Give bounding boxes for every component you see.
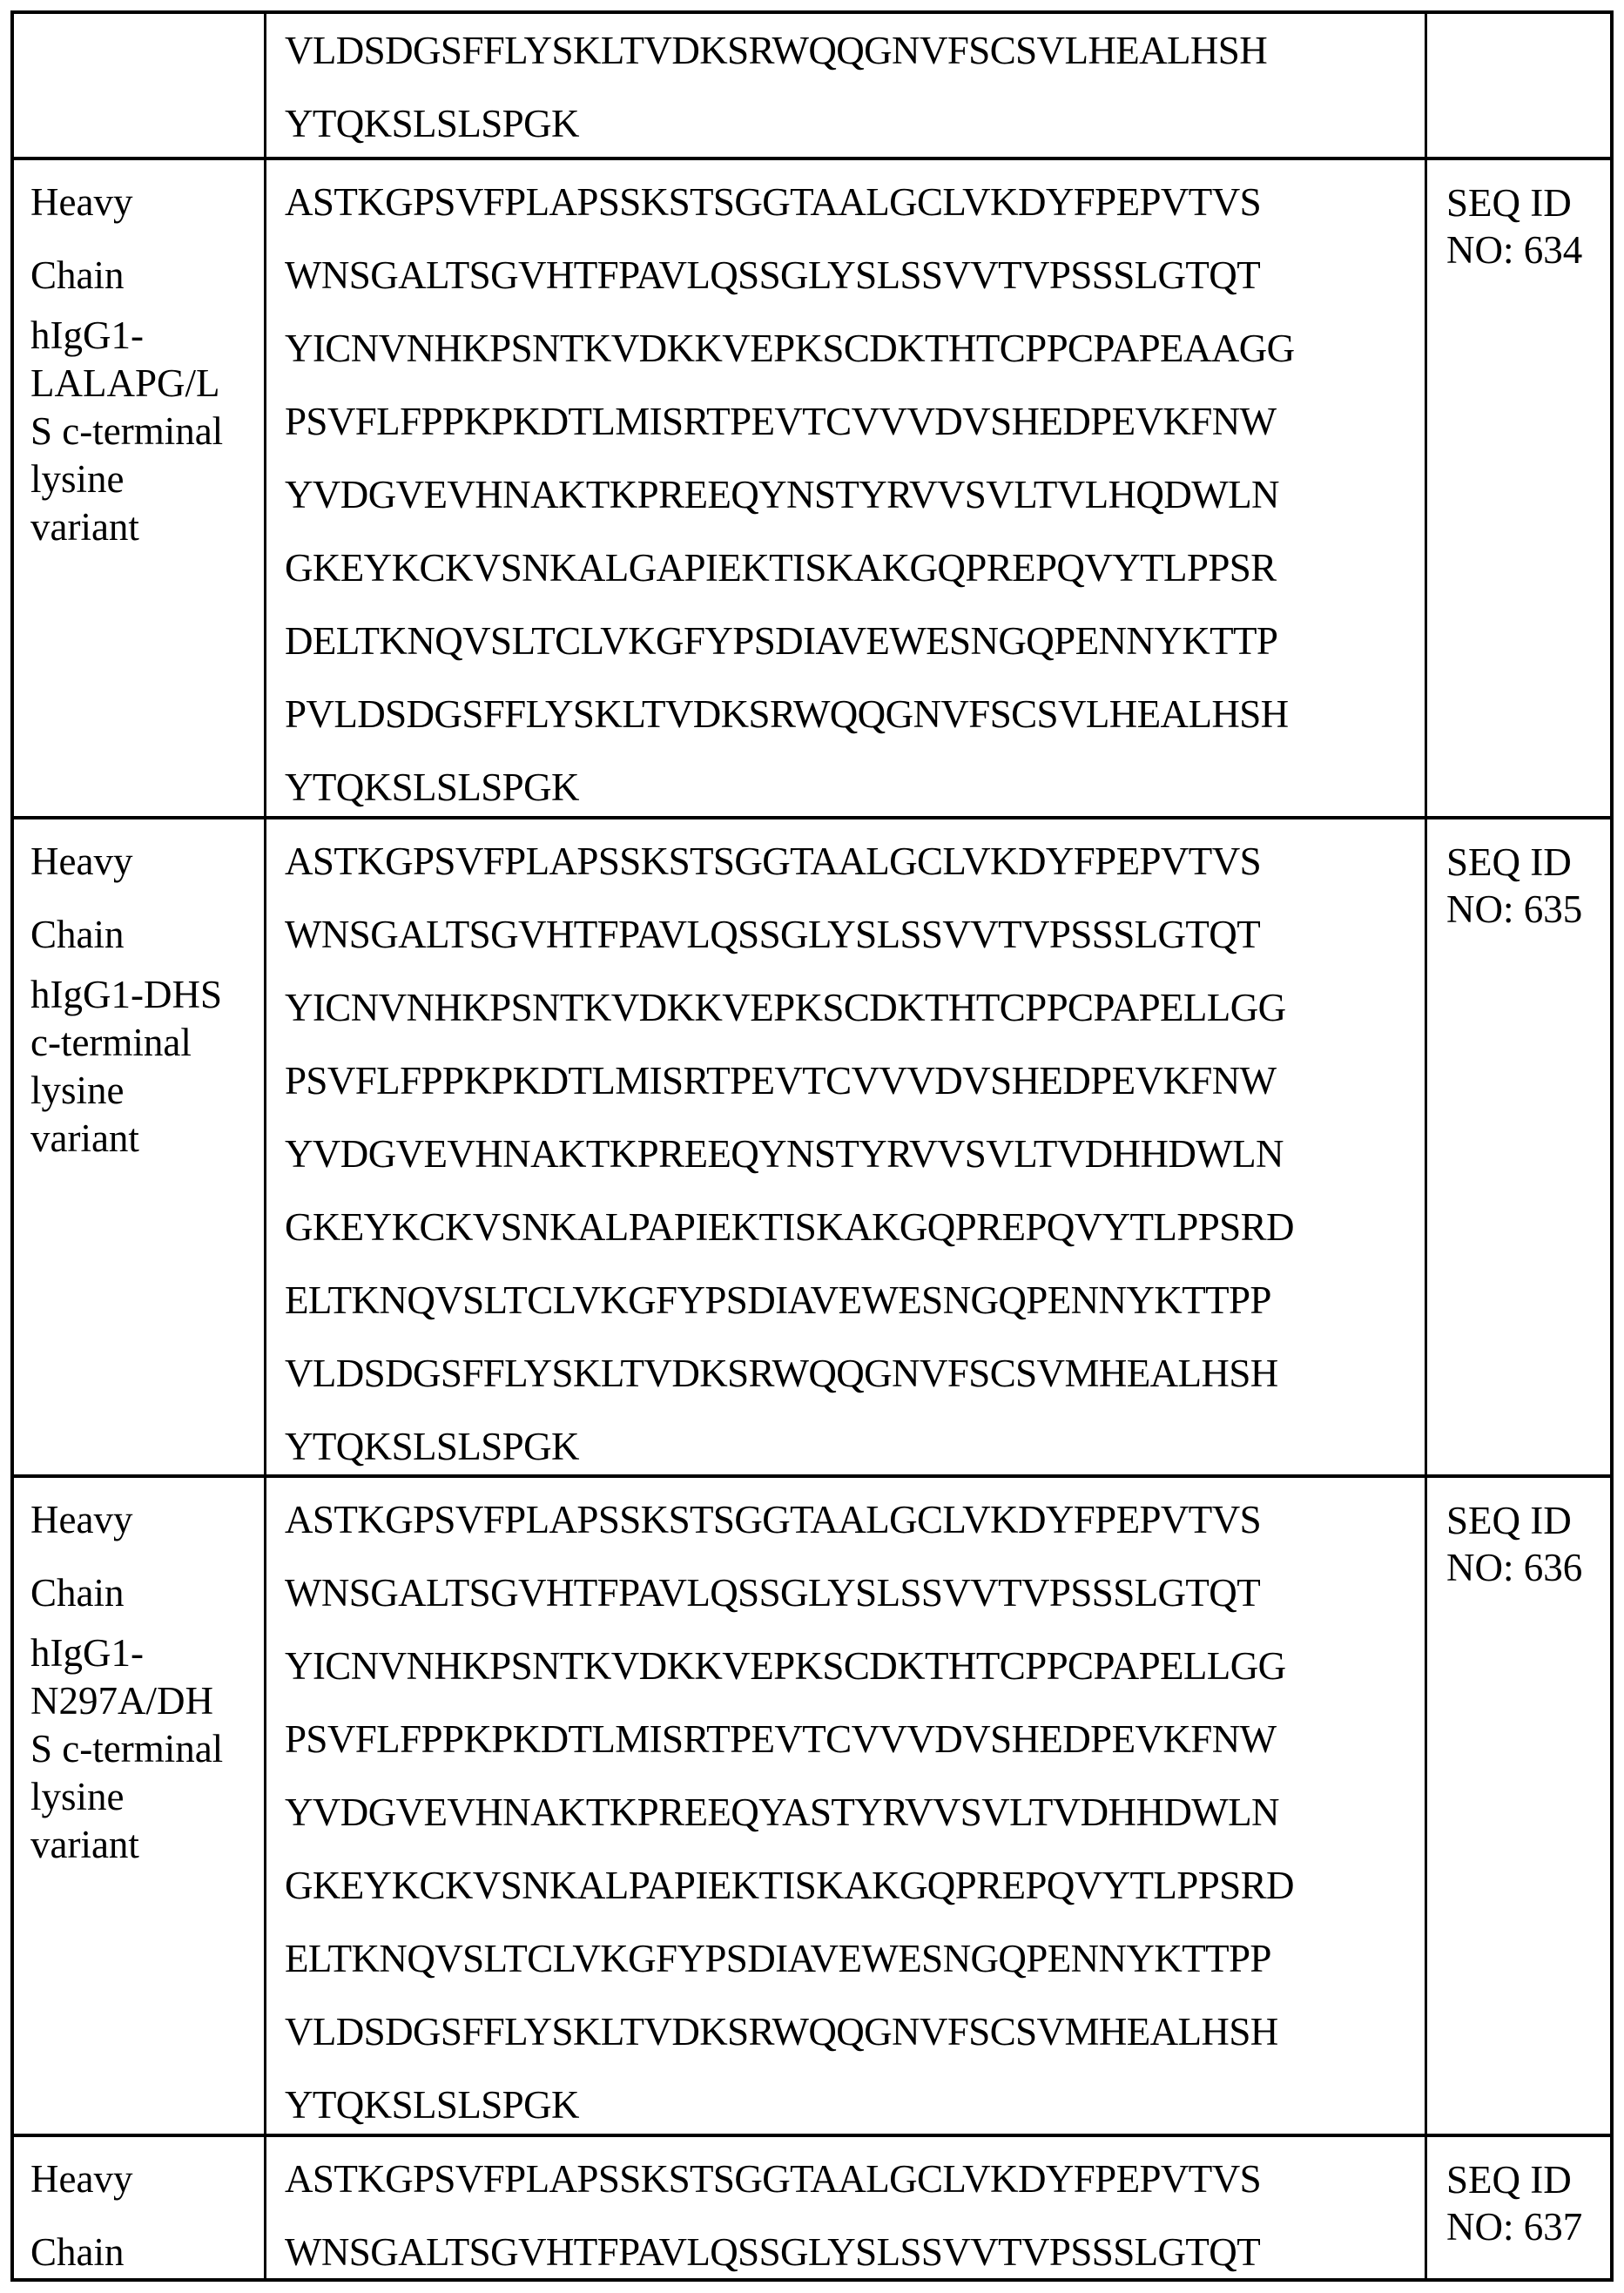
sequence-line: YVDGVEVHNAKTKPREEQYNSTYRVVSVLTVDHHDWLN bbox=[285, 1132, 1284, 1176]
chain-label-cell bbox=[14, 160, 266, 816]
seq-id-line: SEQ ID bbox=[1446, 1499, 1572, 1542]
sequence-line: YTQKSLSLSPGK bbox=[285, 102, 579, 145]
sequence-line: PVLDSDGSFFLYSKLTVDKSRWQQGNVFSCSVLHEALHSH bbox=[285, 692, 1289, 736]
chain-label-line: LALAPG/L bbox=[30, 361, 220, 405]
sequence-line: YICNVNHKPSNTKVDKKVEPKSCDKTHTCPPCPAPELLGG bbox=[285, 986, 1286, 1029]
chain-label-cell bbox=[14, 819, 266, 1474]
chain-label-line: Chain bbox=[30, 2230, 125, 2274]
sequence-line: ASTKGPSVFPLAPSSKSTSGGTAALGCLVKDYFPEPVTVS bbox=[285, 180, 1262, 224]
chain-label-cell bbox=[14, 14, 266, 157]
chain-label-line: S c-terminal bbox=[30, 409, 224, 453]
seq-id-line: NO: 637 bbox=[1446, 2205, 1583, 2249]
chain-label-line: N297A/DH bbox=[30, 1679, 213, 1723]
chain-label-line: hIgG1- bbox=[30, 314, 144, 357]
table-row-seq-636 bbox=[14, 1478, 1610, 2134]
sequence-line: ELTKNQVSLTCLVKGFYPSDIAVEWESNGQPENNYKTTPP bbox=[285, 1278, 1271, 1322]
sequence-line: ASTKGPSVFPLAPSSKSTSGGTAALGCLVKDYFPEPVTVS bbox=[285, 2157, 1262, 2201]
sequence-cell bbox=[268, 819, 1426, 1474]
table-row-seq-635 bbox=[14, 819, 1610, 1474]
sequence-line: WNSGALTSGVHTFPAVLQSSGLYSLSSVVTVPSSSLGTQT bbox=[285, 253, 1261, 297]
chain-label-line: Heavy bbox=[30, 840, 133, 883]
chain-label-line: Chain bbox=[30, 253, 125, 297]
chain-label-line: Chain bbox=[30, 1571, 125, 1615]
sequence-line: PSVFLFPPKPKDTLMISRTPEVTCVVVDVSHEDPEVKFNW bbox=[285, 1059, 1277, 1103]
seq-id-line: SEQ ID bbox=[1446, 2158, 1572, 2202]
sequence-line: VLDSDGSFFLYSKLTVDKSRWQQGNVFSCSVMHEALHSH bbox=[285, 1352, 1278, 1395]
sequence-line: WNSGALTSGVHTFPAVLQSSGLYSLSSVVTVPSSSLGTQT bbox=[285, 2230, 1261, 2274]
chain-label-line: Chain bbox=[30, 913, 125, 956]
table-row-continuation bbox=[14, 14, 1610, 157]
seq-id-line: NO: 634 bbox=[1446, 228, 1583, 272]
sequence-line: WNSGALTSGVHTFPAVLQSSGLYSLSSVVTVPSSSLGTQT bbox=[285, 1571, 1261, 1615]
chain-label-cell bbox=[14, 1478, 266, 2134]
seq-id-line: NO: 635 bbox=[1446, 887, 1583, 931]
seq-id-cell bbox=[1429, 819, 1614, 1474]
table-row-seq-634 bbox=[14, 160, 1610, 816]
seq-id-line: SEQ ID bbox=[1446, 181, 1572, 225]
seq-id-line: SEQ ID bbox=[1446, 840, 1572, 884]
sequence-cell bbox=[268, 2137, 1426, 2282]
chain-label-line: S c-terminal bbox=[30, 1727, 224, 1770]
sequence-line: ELTKNQVSLTCLVKGFYPSDIAVEWESNGQPENNYKTTPP bbox=[285, 1937, 1271, 1980]
sequence-line: GKEYKCKVSNKALGAPIEKTISKAKGQPREPQVYTLPPSR bbox=[285, 546, 1277, 590]
sequence-line: YVDGVEVHNAKTKPREEQYASTYRVVSVLTVDHHDWLN bbox=[285, 1791, 1279, 1834]
sequence-line: GKEYKCKVSNKALPAPIEKTISKAKGQPREPQVYTLPPSRD bbox=[285, 1864, 1294, 1907]
chain-label-cell bbox=[14, 2137, 266, 2282]
sequence-line: YICNVNHKPSNTKVDKKVEPKSCDKTHTCPPCPAPELLGG bbox=[285, 1644, 1286, 1688]
sequence-cell bbox=[268, 14, 1426, 157]
seq-id-cell bbox=[1429, 2137, 1614, 2282]
chain-label-line: lysine bbox=[30, 457, 125, 501]
table-row-seq-637 bbox=[14, 2137, 1610, 2282]
chain-label-line: lysine bbox=[30, 1069, 125, 1112]
chain-label-line: hIgG1-DHS bbox=[30, 973, 222, 1016]
chain-label-line: variant bbox=[30, 1116, 139, 1160]
sequence-line: YTQKSLSLSPGK bbox=[285, 765, 579, 809]
sequence-line: VLDSDGSFFLYSKLTVDKSRWQQGNVFSCSVLHEALHSH bbox=[285, 29, 1268, 72]
chain-label-line: Heavy bbox=[30, 1498, 133, 1541]
sequence-table bbox=[10, 10, 1614, 2282]
chain-label-line: c-terminal bbox=[30, 1021, 192, 1064]
sequence-line: YVDGVEVHNAKTKPREEQYNSTYRVVSVLTVLHQDWLN bbox=[285, 473, 1279, 516]
sequence-line: GKEYKCKVSNKALPAPIEKTISKAKGQPREPQVYTLPPSRD bbox=[285, 1205, 1294, 1249]
sequence-line: ASTKGPSVFPLAPSSKSTSGGTAALGCLVKDYFPEPVTVS bbox=[285, 840, 1262, 883]
chain-label-line: hIgG1- bbox=[30, 1631, 144, 1675]
chain-label-line: variant bbox=[30, 1823, 139, 1866]
sequence-line: WNSGALTSGVHTFPAVLQSSGLYSLSSVVTVPSSSLGTQT bbox=[285, 913, 1261, 956]
sequence-line: PSVFLFPPKPKDTLMISRTPEVTCVVVDVSHEDPEVKFNW bbox=[285, 400, 1277, 443]
seq-id-cell bbox=[1429, 160, 1614, 816]
sequence-line: DELTKNQVSLTCLVKGFYPSDIAVEWESNGQPENNYKTTP bbox=[285, 619, 1278, 663]
seq-id-cell bbox=[1429, 14, 1614, 157]
seq-id-line: NO: 636 bbox=[1446, 1546, 1583, 1589]
sequence-line: YTQKSLSLSPGK bbox=[285, 1425, 579, 1468]
sequence-line: YTQKSLSLSPGK bbox=[285, 2083, 579, 2127]
sequence-line: ASTKGPSVFPLAPSSKSTSGGTAALGCLVKDYFPEPVTVS bbox=[285, 1498, 1262, 1541]
sequence-line: PSVFLFPPKPKDTLMISRTPEVTCVVVDVSHEDPEVKFNW bbox=[285, 1717, 1277, 1761]
chain-label-line: lysine bbox=[30, 1775, 125, 1818]
sequence-cell bbox=[268, 1478, 1426, 2134]
sequence-cell bbox=[268, 160, 1426, 816]
sequence-line: YICNVNHKPSNTKVDKKVEPKSCDKTHTCPPCPAPEAAGG bbox=[285, 327, 1295, 370]
sequence-line: VLDSDGSFFLYSKLTVDKSRWQQGNVFSCSVMHEALHSH bbox=[285, 2010, 1278, 2054]
chain-label-line: variant bbox=[30, 505, 139, 549]
seq-id-cell bbox=[1429, 1478, 1614, 2134]
chain-label-line: Heavy bbox=[30, 2157, 133, 2201]
chain-label-line: Heavy bbox=[30, 180, 133, 224]
